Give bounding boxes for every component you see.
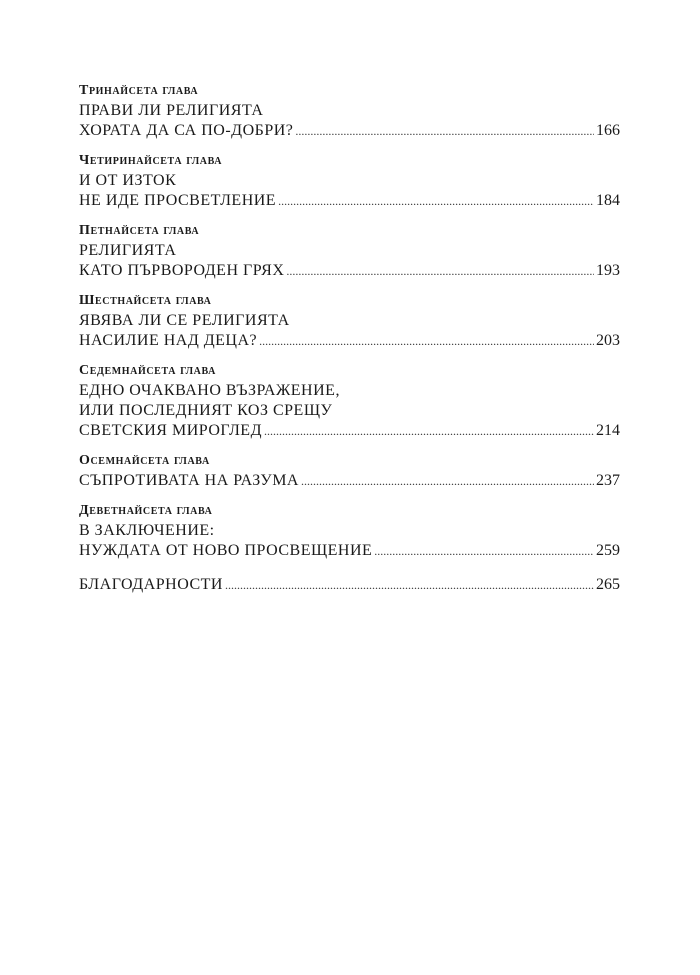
chapter-title-text: НАСИЛИЕ НАД ДЕЦА?	[79, 332, 258, 349]
dot-leader	[301, 471, 594, 491]
chapter-title-last-line	[79, 421, 620, 441]
page-number: 237	[596, 472, 620, 489]
chapter-title-last-line	[79, 191, 620, 211]
chapter-title-text: КАТО ПЪРВОРОДЕН ГРЯХ	[79, 262, 285, 279]
chapter-heading: Осемнайсета глава	[79, 453, 210, 468]
toc-entry-acknowledgements[interactable]	[79, 575, 620, 595]
chapter-heading: Четиринайсета глава	[79, 153, 223, 168]
chapter-title-text: СВЕТСКИЯ МИРОГЛЕД	[79, 422, 262, 439]
chapter-title-line: ИЛИ ПОСЛЕДНИЯТ КОЗ СРЕЩУ	[79, 402, 333, 419]
acknowledgements-line	[79, 575, 620, 595]
toc-entry-chapter-14[interactable]	[79, 152, 620, 211]
chapter-title-line: РЕЛИГИЯТА	[79, 242, 177, 259]
dot-leader	[264, 421, 594, 441]
chapter-title-last-line	[79, 541, 620, 561]
page-number: 184	[596, 192, 620, 209]
toc-entry-chapter-17[interactable]	[79, 362, 620, 441]
dot-leader	[286, 261, 594, 281]
dot-leader	[225, 575, 594, 595]
chapter-title-last-line	[79, 121, 620, 141]
chapter-heading: Седемнайсета глава	[79, 363, 216, 378]
chapter-title-line: ЯВЯВА ЛИ СЕ РЕЛИГИЯТА	[79, 312, 290, 329]
chapter-title-text: СЪПРОТИВАТА НА РАЗУМА	[79, 472, 299, 489]
toc-entry-chapter-18[interactable]	[79, 452, 620, 491]
chapter-heading: Тринайсета глава	[79, 83, 199, 98]
dot-leader	[278, 191, 594, 211]
chapter-title-line: ПРАВИ ЛИ РЕЛИГИЯТА	[79, 102, 264, 119]
chapter-heading: Шестнайсета глава	[79, 293, 212, 308]
page-number: 259	[596, 542, 620, 559]
page-number: 203	[596, 332, 620, 349]
chapter-title-last-line	[79, 331, 620, 351]
chapter-title-text: НЕ ИДЕ ПРОСВЕТЛЕНИЕ	[79, 192, 277, 209]
dot-leader	[374, 541, 594, 561]
chapter-heading: Деветнайсета глава	[79, 503, 213, 518]
toc-entry-chapter-13[interactable]	[79, 82, 620, 141]
toc-entry-chapter-16[interactable]	[79, 292, 620, 351]
chapter-heading: Петнайсета глава	[79, 223, 200, 238]
dot-leader	[295, 121, 594, 141]
page-number: 193	[596, 262, 620, 279]
page-number: 265	[596, 576, 620, 593]
chapter-title-text: ХОРАТА ДА СА ПО-ДОБРИ?	[79, 122, 294, 139]
chapter-title-last-line	[79, 261, 620, 281]
table-of-contents	[79, 82, 620, 606]
page-number: 214	[596, 422, 620, 439]
chapter-title-line: И ОТ ИЗТОК	[79, 172, 177, 189]
toc-entry-chapter-15[interactable]	[79, 222, 620, 281]
chapter-title-line: ЕДНО ОЧАКВАНО ВЪЗРАЖЕНИЕ,	[79, 382, 340, 399]
toc-entry-chapter-19[interactable]	[79, 502, 620, 561]
dot-leader	[259, 331, 594, 351]
chapter-title-line: В ЗАКЛЮЧЕНИЕ:	[79, 522, 215, 539]
acknowledgements-title: БЛАГОДАРНОСТИ	[79, 576, 223, 593]
chapter-title-text: НУЖДАТА ОТ НОВО ПРОСВЕЩЕНИЕ	[79, 542, 373, 559]
page-number: 166	[596, 122, 620, 139]
chapter-title-last-line	[79, 471, 620, 491]
